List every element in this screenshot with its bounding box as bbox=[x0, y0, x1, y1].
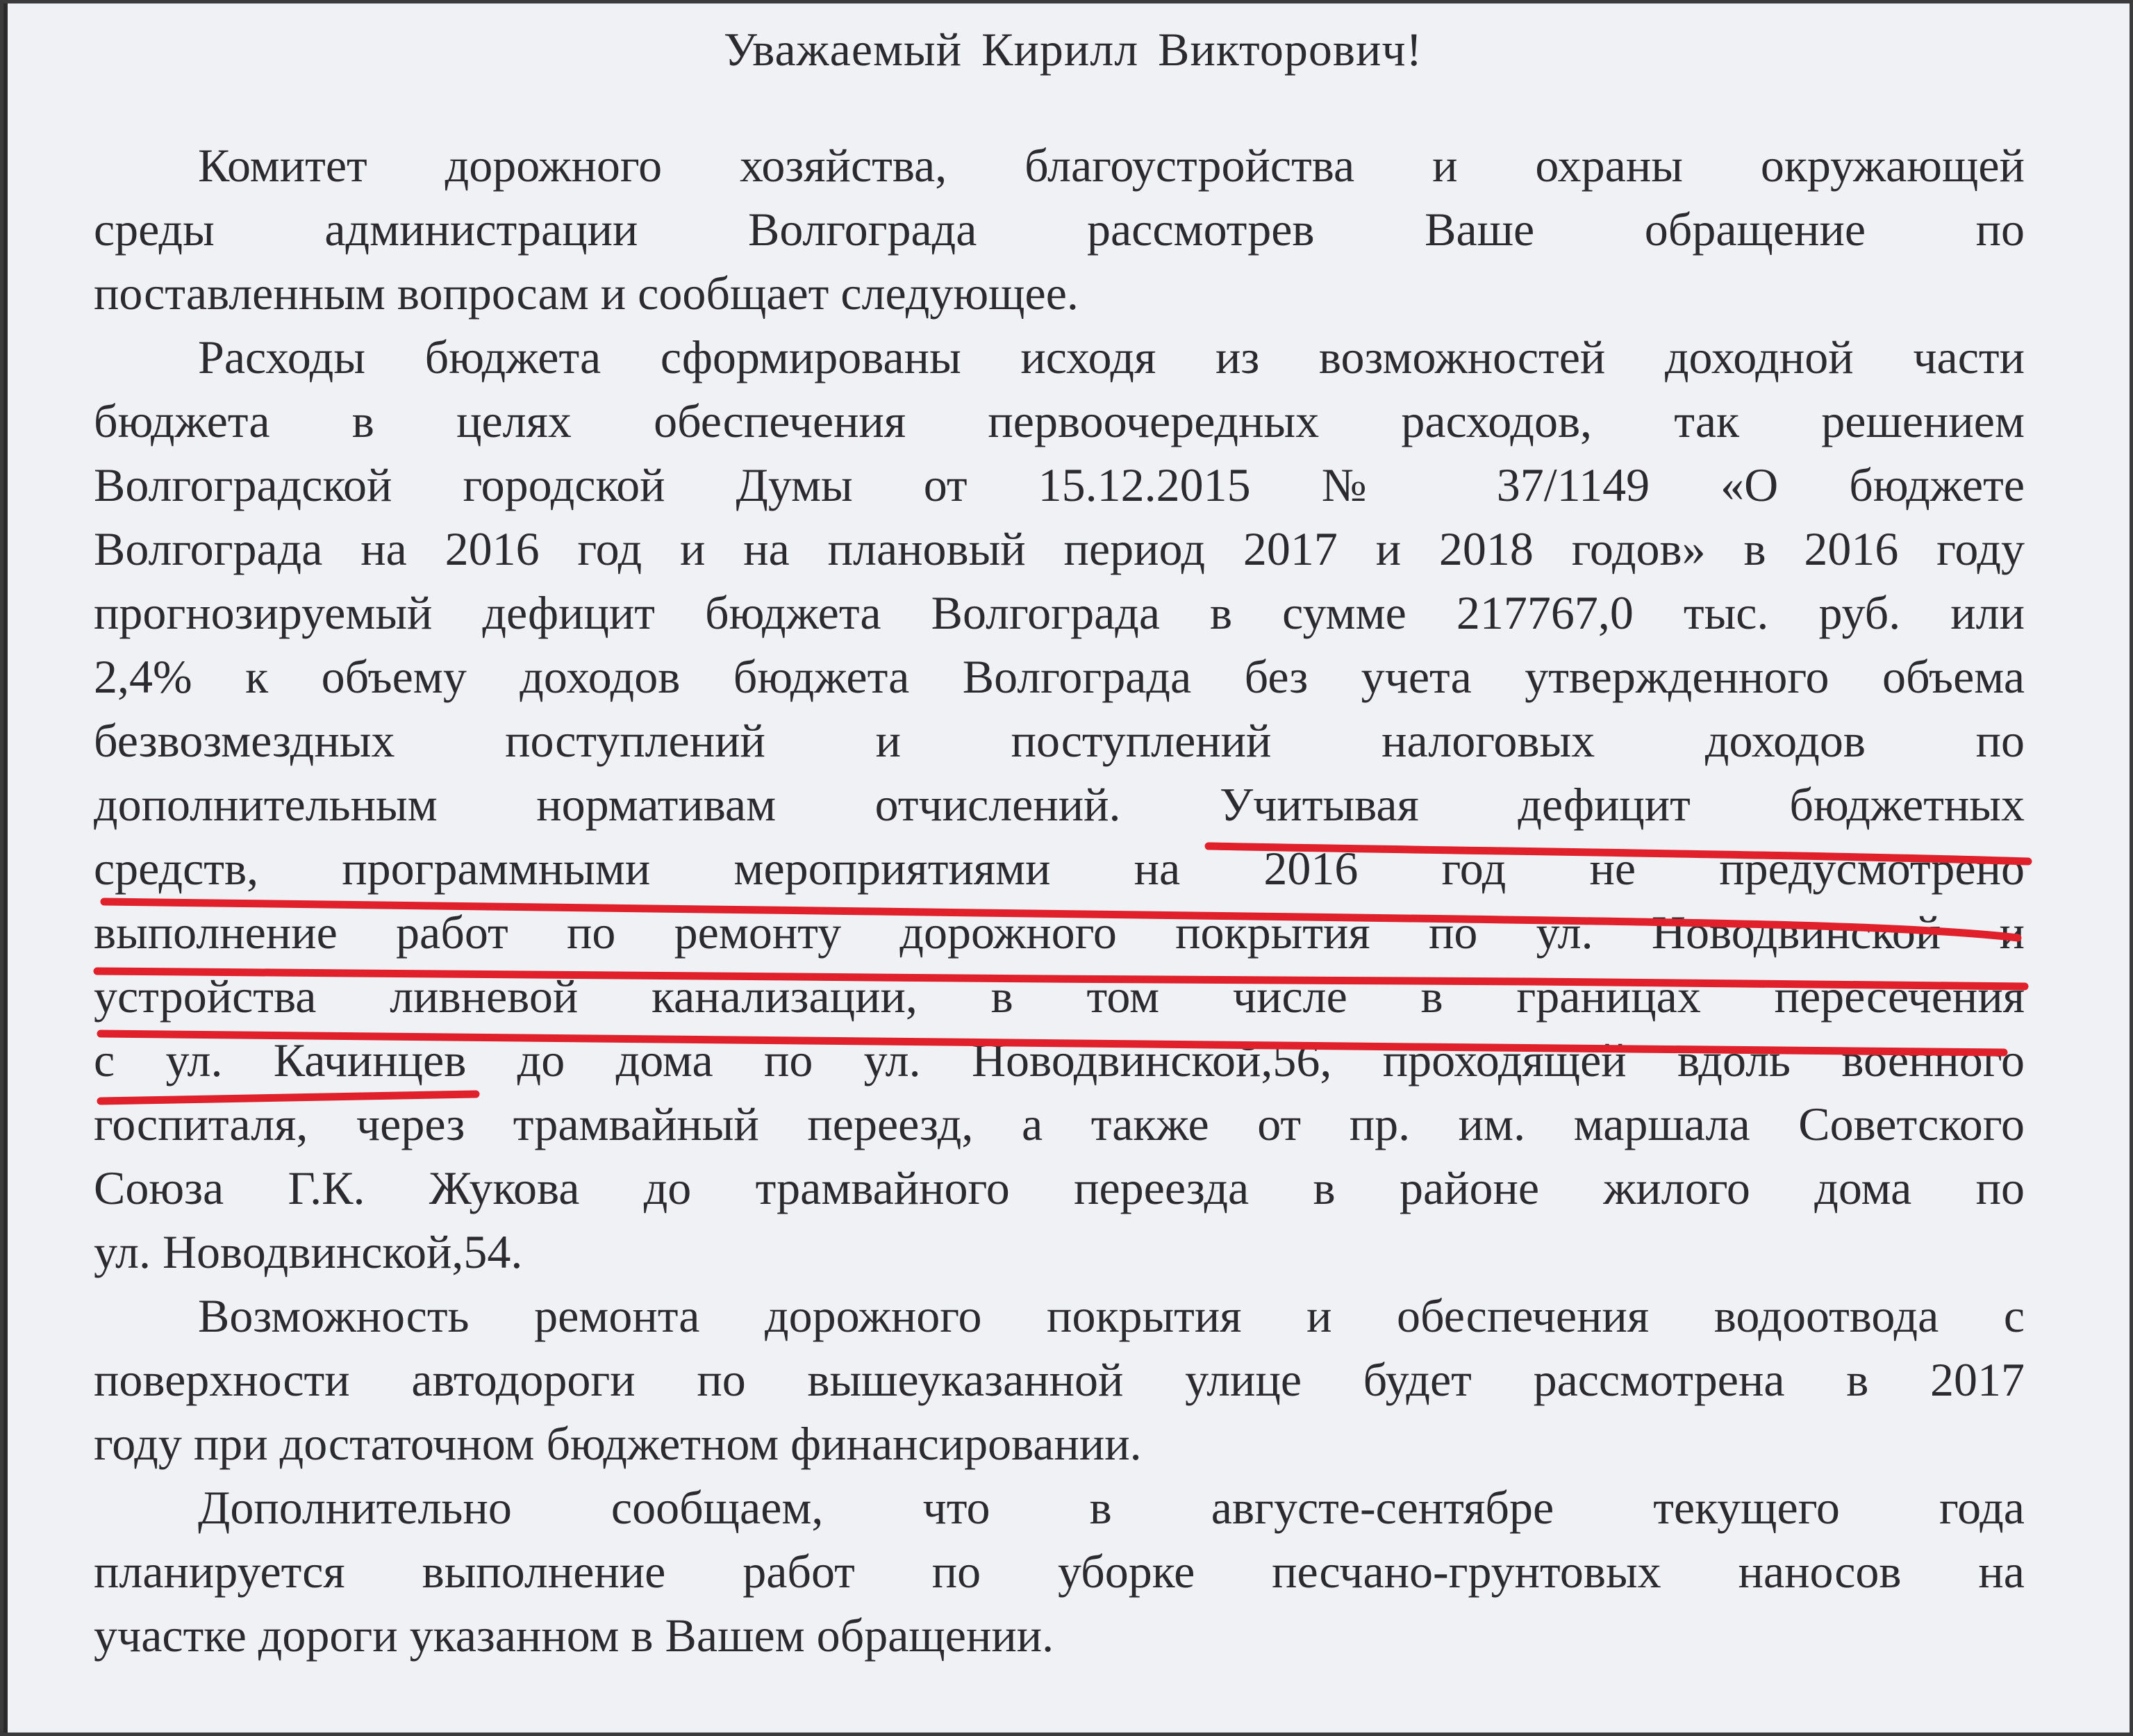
paragraph-2-line-10: выполнение работ по ремонту дорожного покрытия по ул. Новодвинской и bbox=[94, 906, 2025, 959]
letter-body bbox=[94, 17, 2025, 1667]
paragraph-4-line-1: Дополнительно сообщаем, что в августе-сентябре текущего года bbox=[198, 1481, 2025, 1534]
paragraph-1-line-2: среды администрации Волгограда рассмотрев Ваше обращение по bbox=[94, 203, 2025, 256]
paragraph-2-line-4: Волгограда на 2016 год и на плановый период 2017 и 2018 годов» в 2016 году bbox=[94, 522, 2025, 575]
paragraph-2-line-11: устройства ливневой канализации, в том числе в границах пересечения bbox=[94, 970, 2025, 1023]
paragraph-2-line-7: безвозмездных поступлений и поступлений налоговых доходов по bbox=[94, 714, 2025, 767]
paragraph-2-line-14: Союза Г.К. Жукова до трамвайного переезда в районе жилого дома по bbox=[94, 1162, 2025, 1214]
paragraph-1-line-1: Комитет дорожного хозяйства, благоустройства и охраны окружающей bbox=[198, 139, 2025, 192]
paragraph-3-line-1: Возможность ремонта дорожного покрытия и обеспечения водоотвода с bbox=[198, 1289, 2025, 1342]
paragraph-2-line-12: с ул. Качинцев до дома по ул. Новодвинской,56, проходящей вдоль военного bbox=[94, 1034, 2025, 1086]
scan-border bbox=[3, 3, 8, 1733]
paragraph-2-line-1: Расходы бюджета сформированы исходя из возможностей доходной части bbox=[198, 331, 2025, 383]
salutation: Уважаемый Кирилл Викторович! bbox=[723, 23, 1423, 76]
paragraph-1-line-3: поставленным вопросам и сообщает следующее. bbox=[94, 267, 1079, 320]
paragraph-2-line-13: госпиталя, через трамвайный переезд, а также от пр. им. маршала Советского bbox=[94, 1098, 2025, 1150]
paragraph-2-line-9: средств, программными мероприятиями на 2016 год не предусмотрено bbox=[94, 842, 2025, 895]
paragraph-2-line-15: ул. Новодвинской,54. bbox=[94, 1225, 523, 1278]
paragraph-2-line-8: дополнительным нормативам отчислений. Учитывая дефицит бюджетных bbox=[94, 778, 2025, 831]
paragraph-4-line-3: участке дороги указанном в Вашем обращении. bbox=[94, 1609, 1054, 1662]
paragraph-2-line-3: Волгоградской городской Думы от 15.12.2015 № 37/1149 «О бюджете bbox=[94, 458, 2025, 511]
paragraph-2-line-2: бюджета в целях обеспечения первоочередных расходов, так решением bbox=[94, 395, 2025, 447]
paragraph-3-line-2: поверхности автодороги по вышеуказанной улице будет рассмотрена в 2017 bbox=[94, 1353, 2025, 1406]
paragraph-2 bbox=[94, 325, 2025, 1284]
paragraph-4-line-2: планируется выполнение работ по уборке песчано-грунтовых наносов на bbox=[94, 1545, 2025, 1598]
paragraph-2-line-5: прогнозируемый дефицит бюджета Волгограда в сумме 217767,0 тыс. руб. или bbox=[94, 586, 2025, 639]
paragraph-3-line-3: году при достаточном бюджетном финансировании. bbox=[94, 1417, 1142, 1470]
paragraph-3 bbox=[94, 1284, 2025, 1475]
paragraph-2-line-6: 2,4% к объему доходов бюджета Волгограда без учета утвержденного объема bbox=[94, 650, 2025, 703]
paragraph-4 bbox=[94, 1475, 2025, 1667]
paragraph-1 bbox=[94, 133, 2025, 325]
